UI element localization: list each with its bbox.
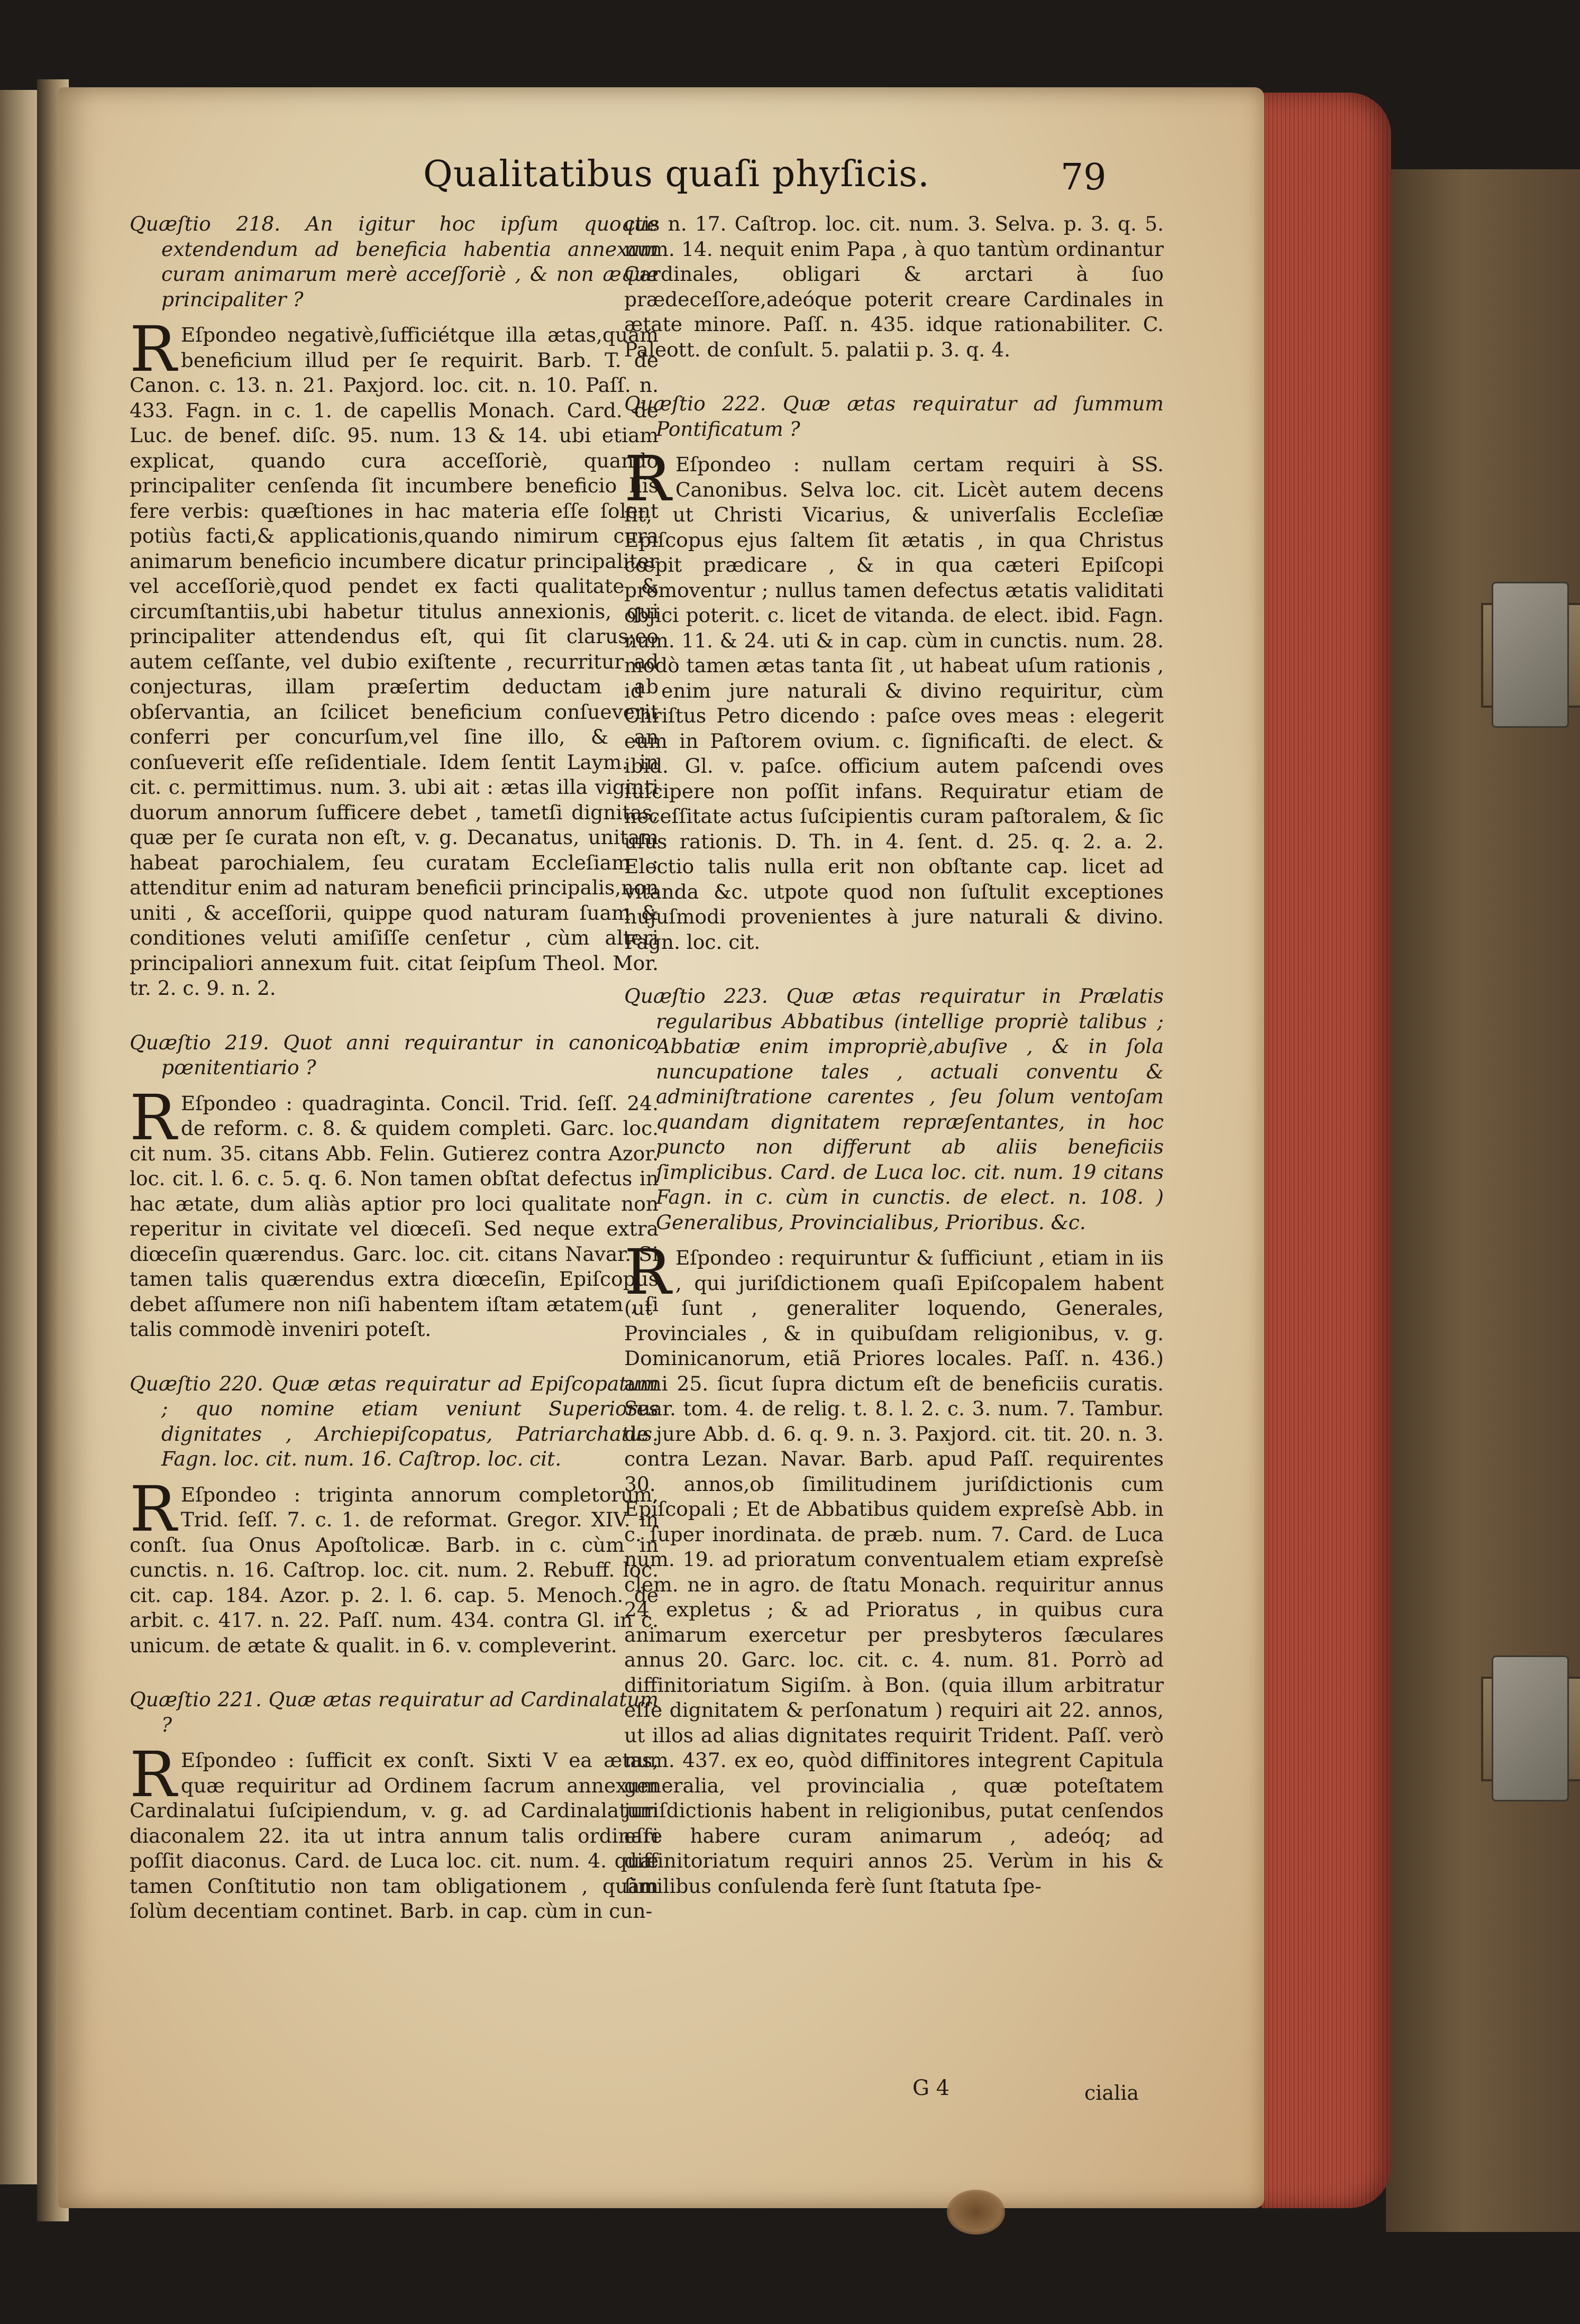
signature-mark: G 4	[912, 2076, 950, 2100]
answer-223: REſpondeo : requiruntur & ſufficiunt , etiam in iis , qui juriſdictionem quaſi Epiſcopalem habent (ut ſunt , generaliter loquendo, Generales, Provinciales , & in quibuſdam religionibus, v. g. Dominicanorum, etiã Priores locales. Paſſ. n. 436.) anni 25. ſicut ſupra dictum eſt de beneficiis curatis. Suar. tom. 4. de relig. t. 8. l. 2. c. 3. num. 7. Tambur. de jure Abb. d. 6. q. 9. n. 3. Paxjord. cit. tit. 20. n. 3. contra Lezan. Navar. Barb. apud Paſſ. requirentes 30. annos,ob ſimilitudinem juriſdictionis cum Epiſcopali ; Et de Abbatibus quidem expreſsè Abb. in c. ſuper inordinata. de præb. num. 7. Card. de Luca num. 19. ad prioratum conventualem etiam expreſsè clem. ne in agro. de ſtatu Monach. requiritur annus 24 expletus ; & ad Prioratus , in quibus cura animarum exercetur per presbyteros ſæculares annus 20. Garc. loc. cit. c. 4. num. 81. Porrò ad diffinitoriatum Sigiſm. à Bon. (quia illum arbitratur eſſe dignitatem & perſonatum ) requiri ait 22. annos, ut illos ad alias dignitates requirit Trident. Paſſ. verò num. 437. ex eo, quòd diffinitores integrent Capitula generalia, vel provincialia , quæ poteſtatem juriſdictionis habent in religionibus, putat cenſendos eſſe habere curam animarum , adeóq; ad diffinitoriatum requiri annos 25. Verùm in his & ſimilibus conſulenda ferè ſunt ſtatuta ſpe-	[624, 1236, 1164, 1898]
clasp-plate	[1492, 1655, 1569, 1801]
answer-218: REſpondeo negativè,ſufficiétque illa ætas,quam beneficium illud per ſe requirit. Barb. T. de Canon. c. 13. n. 21. Paxjord. loc. cit. n. 10. Paſſ. n. 433. Fagn. in c. 1. de capellis Monach. Card. de Luc. de benef. diſc. 95. num. 13 & 14. ubi etiam explicat, quando cura acceſſoriè, quando principaliter cenſenda ſit incumbere beneficio his fere verbis: quæſtiones in hac materia eſſe ſolent potiùs facti,& applicationis,quando nimirum cura animarum beneficio incumbere dicatur principaliter vel acceſſoriè,quod pendet ex facti qualitate & circumſtantiis,ubi habetur titulus annexionis, qui principaliter attendendus eſt, qui ſit clarus;eo autem ceſſante, vel dubio exiſtente , recurritur ad conjecturas, illam præſertim deductam ab obſervantia, an ſcilicet beneficium conſueverit conferri per concurſum,vel ſine illo, & an conſueverit eſſe reſidentiale. Idem ſentit Laym. in cit. c. permittimus. num. 3. ubi ait : ætas illa viginti duorum annorum ſufficere debet , tametſi dignitas, quæ per ſe curata non eſt, v. g. Decanatus, unitam habeat parochialem, ſeu curatam Eccleſiam ; attenditur enim ad naturam beneficii principalis,non uniti , & acceſſorii, quippe quod naturam ſuam & conditiones veluti amiſiſſe cenſetur , cùm alteri principaliori annexum fuit. citat ſeipſum Theol. Mor. tr. 2. c. 9. n. 2.	[130, 313, 659, 1000]
page-edges	[1262, 93, 1391, 2208]
answer-219: REſpondeo : quadraginta. Concil. Trid. ſeſſ. 24. de reform. c. 8. & quidem completi. Garc. loc. cit num. 35. citans Abb. Felin. Gutierez contra Azor. loc. cit. l. 6. c. 5. q. 6. Non tamen obſtat defectus in hac ætate, dum aliàs aptior pro loci qualitate non reperitur in civitate vel diœceſi. Sed neque extra diœceſin quærendus. Garc. loc. cit. citans Navar. Si tamen talis quærendus extra diœceſin, Epiſcopus debet aſſumere non niſi habentem iſtam ætatem , ſi talis commodè inveniri poteſt.	[130, 1081, 659, 1341]
book-cover	[1386, 169, 1580, 2232]
question-218: Quæſtio 218. An igitur hoc ipſum quoque extendendum ad beneficia habentia annexam curam animarum merè acceſſoriè , & non æque principaliter ?	[130, 212, 659, 311]
running-head: Qualitatibus quaſi phyſicis.	[423, 153, 930, 195]
question-220: Quæſtio 220. Quæ ætas requiratur ad Epiſcopatum ; quo nomine etiam veniunt Superiores dignitates , Archiepiſcopatus, Patriarchatus. Fagn. loc. cit. num. 16. Caſtrop. loc. cit.	[130, 1371, 659, 1470]
upper-clasp	[1481, 582, 1580, 730]
answer-221-continued: ctis n. 17. Caſtrop. loc. cit. num. 3. Selva. p. 3. q. 5. num. 14. nequit enim Papa , à quo tantùm ordinantur Cardinales, obligari & arctari à ſuo prædeceſſore,adeóque poterit creare Cardinales in ætate minore. Paſſ. n. 435. idque rationabiliter. C. Paleott. de conſult. 5. palatii p. 3. q. 4.	[624, 212, 1164, 361]
question-221: Quæſtio 221. Quæ ætas requiratur ad Cardinalatum ?	[130, 1688, 659, 1736]
left-column	[130, 212, 659, 1953]
question-222: Quæſtio 222. Quæ ætas requiratur ad ſummum Pontificatum ?	[624, 392, 1164, 441]
question-223: Quæſtio 223. Quæ ætas requiratur in Prælatis regularibus Abbatibus (intellige propriè talibus ; Abbatiæ enim impropriè,abuſive , & in ſola nuncupatione tales , actuali conventu & adminiſtratione carentes , ſeu ſolum ventoſam quandam dignitatem repræſentantes, in hoc puncto non differunt ab aliis beneficiis ſimplicibus. Card. de Luca loc. cit. num. 19 citans Fagn. in c. cùm in cunctis. de elect. n. 108. ) Generalibus, Provincialibus, Prioribus. &c.	[624, 984, 1164, 1234]
question-219: Quæſtio 219. Quot anni requirantur in canonico pœnitentiario ?	[130, 1030, 659, 1079]
catchword: cialia	[1084, 2081, 1139, 2105]
right-column	[624, 212, 1164, 1928]
clasp-plate	[1492, 582, 1569, 728]
answer-221: REſpondeo : ſufficit ex conſt. Sixti V ea ætas, quæ requiritur ad Ordinem ſacrum annexum Cardinalatui ſuſcipiendum, v. g. ad Cardinalatum diaconalem 22. ita ut intra annum talis ordinari poſſit diaconus. Card. de Luca loc. cit. num. 4. quæ tamen Conſtitutio non tam obligationem , quàm ſolùm decentiam continet. Barb. in cap. cùm in cun-	[130, 1738, 659, 1923]
ink-stain	[947, 2190, 1005, 2235]
page-number: 79	[1061, 157, 1107, 198]
answer-222: REſpondeo : nullam certam requiri à SS. Canonibus. Selva loc. cit. Licèt autem decens ſit, ut Christi Vicarius, & univerſalis Eccleſiæ Epiſcopus ejus ſaltem ſit ætatis , in qua Christus cœpit prædicare , & in qua cæteri Epiſcopi promoventur ; nullus tamen defectus ætatis validitati objici poterit. c. licet de vitanda. de elect. ibid. Fagn. num. 11. & 24. uti & in cap. cùm in cunctis. num. 28. modò tamen ætas tanta ſit , ut habeat uſum rationis , id enim jure naturali & divino requiritur, cùm Chriſtus Petro dicendo : paſce oves meas : elegerit eum in Paſtorem ovium. c. ſignificaſti. de elect. & ibid. Gl. v. paſce. officium autem paſcendi oves ſuſcipere non poſſit infans. Requiratur etiam de neceſſitate actus ſuſcipientis curam paſtoralem, & ſic uſus rationis. D. Th. in 4. ſent. d. 25. q. 2. a. 2. Electio talis nulla erit non obſtante cap. licet ad vitanda &c. utpote quod non ſuſtulit exceptiones hujuſmodi provenientes à jure naturali & divino. Fagn. loc. cit.	[624, 442, 1164, 954]
answer-220: REſpondeo : triginta annorum completorum. Trid. ſeſſ. 7. c. 1. de reformat. Gregor. XIV. in conſt. ſua Onus Apoſtolicæ. Barb. in c. cùm in cunctis. n. 16. Caſtrop. loc. cit. num. 2. Rebuff. loc. cit. cap. 184. Azor. p. 2. l. 6. cap. 5. Menoch. de arbit. c. 417. n. 22. Paſſ. num. 434. contra Gl. in c. unicum. de ætate & qualit. in 6. v. compleverint.	[130, 1472, 659, 1657]
lower-clasp	[1481, 1655, 1580, 1804]
